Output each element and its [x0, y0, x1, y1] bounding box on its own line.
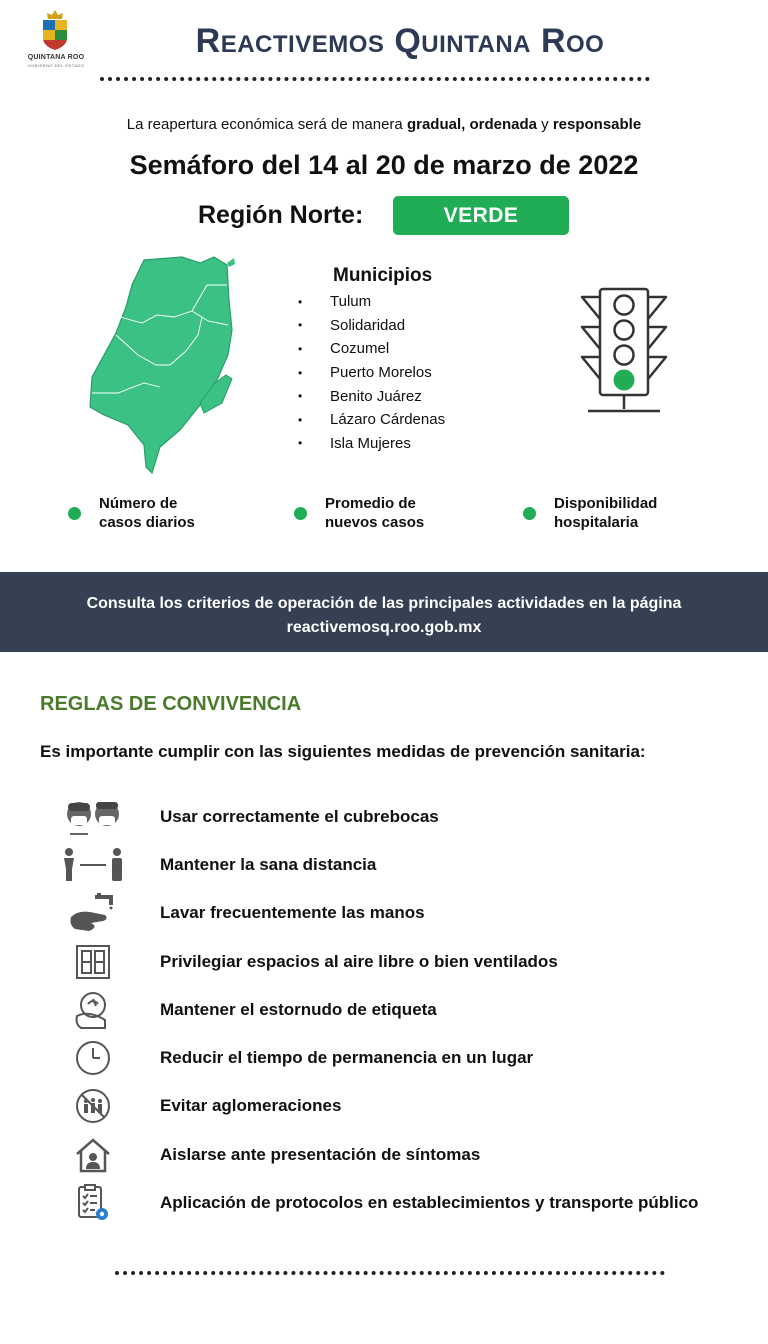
rule-label: Mantener la sana distancia: [160, 855, 377, 874]
top-divider: [100, 77, 650, 81]
rule-item: [60, 845, 740, 885]
rules-title: REGLAS DE CONVIVENCIA: [40, 693, 302, 715]
rule-label: Lavar frecuentemente las manos: [160, 903, 425, 922]
list-item: • Cozumel: [298, 340, 390, 358]
municipios-title: Municipios: [333, 265, 433, 286]
municipios-list: [298, 290, 445, 455]
region-map: [82, 255, 242, 480]
rule-label: Aislarse ante presentación de síntomas: [160, 1145, 481, 1164]
banner-line1: Consulta los criterios de operación de las principales actividades en la página: [86, 595, 682, 612]
region-label: Región Norte:: [198, 201, 364, 229]
intro-text: La reapertura económica será de manera gradual, ordenada y responsable: [126, 116, 642, 133]
bottom-divider: [115, 1271, 665, 1275]
rule-item: [60, 942, 740, 982]
list-item: • Lázaro Cárdenas: [298, 411, 446, 429]
info-banner: [0, 572, 768, 652]
green-dot-icon: [523, 507, 536, 520]
rule-label: Evitar aglomeraciones: [160, 1096, 342, 1115]
list-item: • Puerto Morelos: [298, 364, 432, 382]
traffic-light-icon: [576, 285, 672, 415]
page-title: Reactivemos Quintana Roo: [195, 22, 605, 60]
list-item: • Solidaridad: [298, 316, 406, 334]
home-isolation-icon: [60, 1135, 126, 1175]
rule-label: Mantener el estornudo de etiqueta: [160, 1000, 437, 1019]
list-item: • Benito Juárez: [298, 387, 422, 405]
list-item: • Tulum: [298, 293, 372, 311]
checklist-icon: [60, 1183, 126, 1223]
banner-link[interactable]: reactivemosq.roo.gob.mx: [286, 619, 482, 636]
rule-item: [60, 1086, 740, 1126]
rule-item: [60, 797, 740, 837]
semaforo-title: Semáforo del 14 al 20 de marzo de 2022: [129, 150, 639, 180]
hand-washing-icon: [60, 893, 126, 933]
indicator-casos-diarios: Número de casos diarios: [68, 494, 195, 532]
indicator-hospitalaria: Disponibilidad hospitalaria: [523, 494, 657, 532]
indicator-promedio: Promedio de nuevos casos: [294, 494, 424, 532]
intro-bold-1: gradual, ordenada: [406, 116, 537, 133]
no-crowds-icon: [60, 1086, 126, 1126]
window-icon: [60, 942, 126, 982]
rule-item: [60, 1135, 740, 1175]
rule-item: [60, 893, 740, 933]
social-distance-icon: [60, 845, 126, 885]
sneeze-icon: [60, 990, 126, 1030]
rule-label: Aplicación de protocolos en establecimientos y transporte público: [160, 1193, 699, 1212]
logo-subtext: GOBIERNO DEL ESTADO: [27, 63, 85, 68]
list-item: • Isla Mujeres: [298, 434, 411, 452]
rule-item: [60, 1183, 740, 1223]
clock-icon: [60, 1038, 126, 1078]
green-dot-icon: [68, 507, 81, 520]
rule-label: Reducir el tiempo de permanencia en un lugar: [160, 1048, 534, 1067]
rule-label: Privilegiar espacios al aire libre o bien ventilados: [160, 952, 558, 971]
rule-item: [60, 990, 740, 1030]
coat-of-arms-icon: [40, 10, 70, 50]
intro-bold-2: responsable: [552, 116, 642, 133]
rules-intro: Es importante cumplir con las siguientes medidas de prevención sanitaria:: [40, 742, 646, 761]
rule-item: [60, 1038, 740, 1078]
face-mask-icon: [60, 797, 126, 837]
logo-text: QUINTANA ROO: [27, 54, 85, 61]
logo: [20, 8, 92, 70]
status-badge: VERDE: [393, 196, 569, 235]
green-dot-icon: [294, 507, 307, 520]
rule-label: Usar correctamente el cubrebocas: [160, 807, 439, 826]
